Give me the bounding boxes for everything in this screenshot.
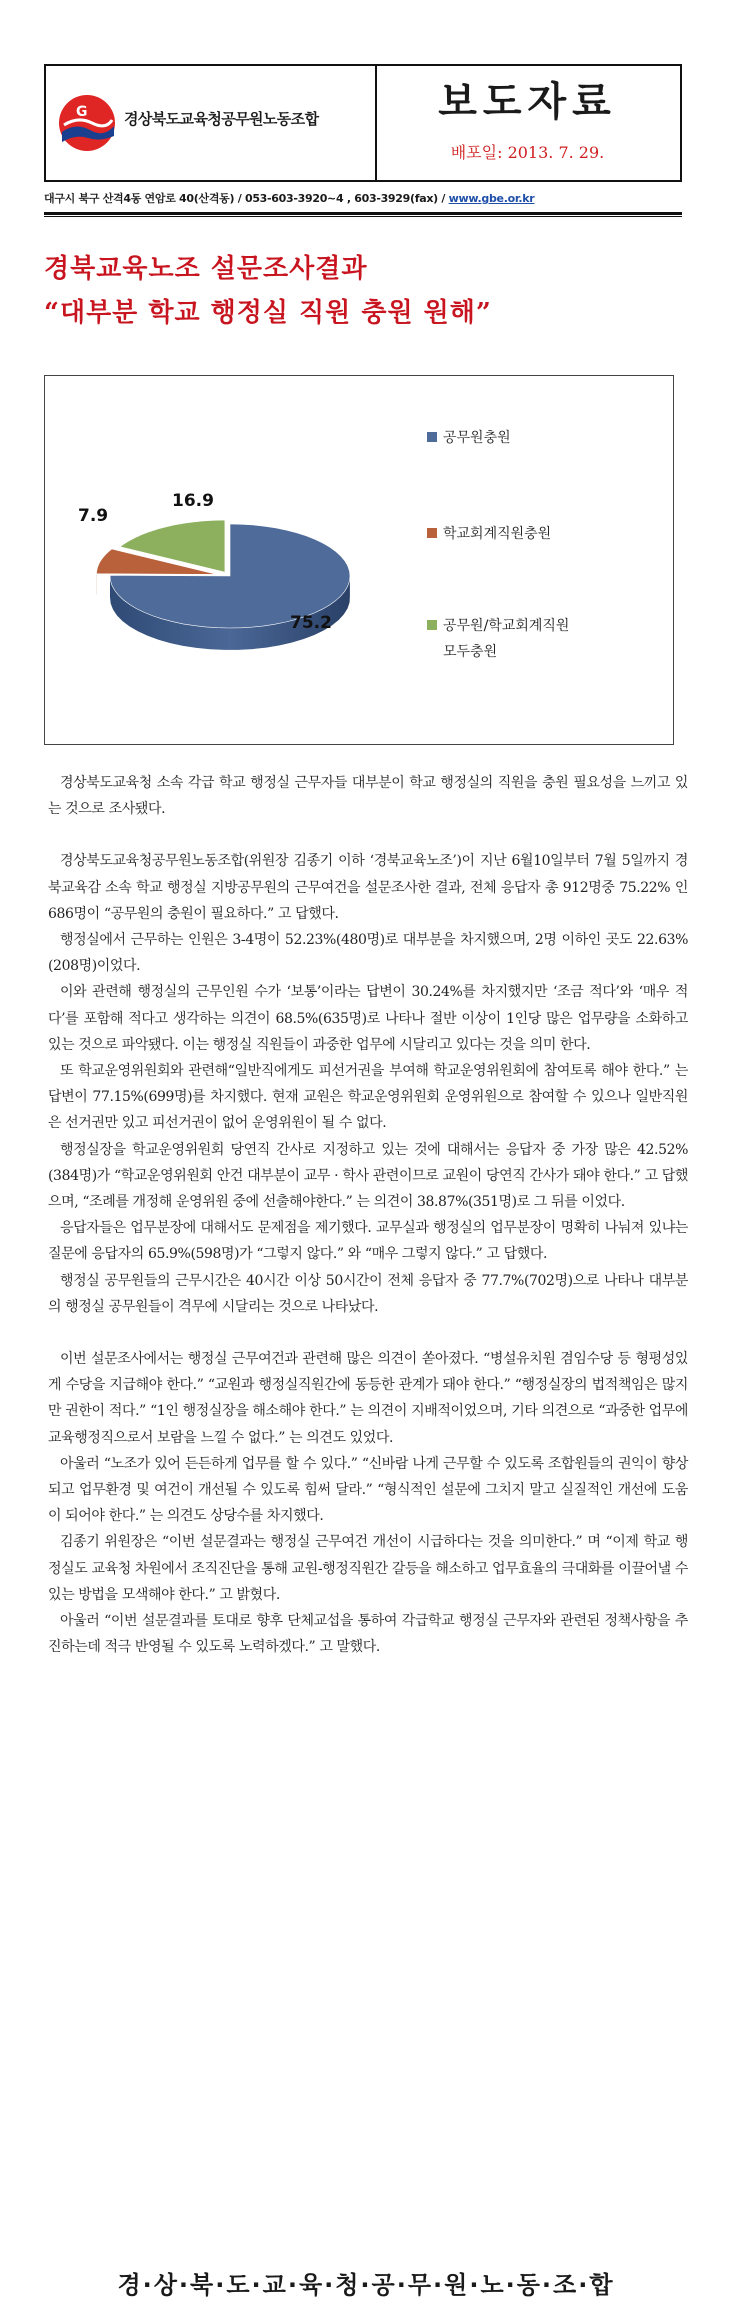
paragraph: 행정실에서 근무하는 인원은 3-4명이 52.23%(480명)로 대부분을 차지했으며, 2명 이하인 곳도 22.63%(208명)이었다. <box>48 932 688 975</box>
paragraph: 김종기 위원장은 “이번 설문결과는 행정실 근무여건 개선이 시급하다는 것을 의미한다.” 며 “이제 학교 행정실도 교육청 차원에서 조직진단을 통해 교원-행정직원간 갈등을 해소하고 업무효율의 극대화를 이끌어낼 수 있는 방법을 모색해야 한다.” 고 밝혔다. <box>48 1534 688 1603</box>
paragraph: 아울러 “노조가 있어 든든하게 업무를 할 수 있다.” “신바람 나게 근무할 수 있도록 조합원들의 권익이 향상되고 업무환경 및 여건이 개선될 수 있도록 힘써 달라.” “형식적인 설문에 그치지 말고 실질적인 개선에 도움이 되어야 한다.” 는 의견도 상당수를 차지했다. <box>48 1455 688 1525</box>
release-date: 배포일: 2013. 7. 29. <box>450 143 605 162</box>
legend-label-1: 공무원충원 <box>443 430 511 446</box>
legend-swatch-2 <box>427 528 437 538</box>
union-logo-icon <box>56 92 118 154</box>
press-release-title: 보도자료 <box>438 79 617 125</box>
paragraph: 또 학교운영위원회와 관련해“일반직에게도 피선거권을 부여해 학교운영위원회에 참여토록 해야 한다.” 는 답변이 77.15%(699명)를 차지했다. 현재 교원은 학교운영위원회 운영위원으로 참여할 수 있으나 일반직원은 선거권만 있고 피선거권이 없어 운영위원이 될 수 없다. <box>48 1063 688 1132</box>
paragraph: 아울러 “이번 설문결과를 토대로 향후 단체교섭을 통하여 각급학교 행정실 근무자와 관련된 정책사항을 추진하는데 적극 반영될 수 있도록 노력하겠다.” 고 말했다. <box>48 1613 688 1656</box>
legend-swatch-1 <box>427 432 437 442</box>
paragraph: 경상북도교육청공무원노동조합(위원장 김종기 이하 ‘경북교육노조’)이 지난 6월10일부터 7월 5일까지 경북교육감 소속 학교 행정실 지방공무원의 근무여건을 설문조사한 결과, 전체 응답자 총 912명중 75.22% 인 686명이 “공무원의 충원이 필요하다.” 고 답했다. <box>48 853 688 922</box>
pie-chart-svg <box>45 376 673 744</box>
website-link[interactable]: www.gbe.or.kr <box>448 192 535 205</box>
divider-thick <box>44 212 682 215</box>
press-header <box>44 64 682 182</box>
headline-line-2: “대부분 학교 행정실 직원 충원 원해” <box>44 298 492 328</box>
legend-label-2: 학교회계직원충원 <box>443 526 552 542</box>
divider-thin <box>44 216 682 217</box>
legend-label-3-cont: 모두충원 <box>443 644 498 660</box>
pie-data-label-3: 16.9 <box>172 491 214 511</box>
org-name: 경상북도교육청공무원노동조합 <box>124 110 319 128</box>
paragraph: 경상북도교육청 소속 각급 학교 행정실 근무자들 대부분이 학교 행정실의 직원을 충원 필요성을 느끼고 있는 것으로 조사됐다. <box>48 775 688 818</box>
svg-text:G: G <box>76 104 88 120</box>
paragraph: 행정실 공무원들의 근무시간은 40시간 이상 50시간이 전체 응답자 중 77.7%(702명)으로 나타나 대부분의 행정실 공무원들이 격무에 시달리는 것으로 나타났다. <box>48 1272 688 1315</box>
paragraph: 행정실장을 학교운영위원회 당연직 간사로 지정하고 있는 것에 대해서는 응답자 중 가장 많은 42.52%(384명)가 “학교운영위원회 안건 대부분이 교무 · 학사 관련이므로 교원이 당연직 간사가 돼야 한다.” 고 답했으며, “조례를 개정해 운영위원 중에 선출해야한다.” 는 의견이 38.87%(351명)로 그 뒤를 이었다. <box>48 1141 688 1211</box>
address-text: 대구시 북구 산격4동 연암로 40(산격동) / 053-603-3920∼4 , 603-3929(fax) / <box>44 192 449 205</box>
pie-data-label-2: 7.9 <box>78 506 109 526</box>
footer-org-name: 경·상·북·도·교·육·청·공·무·원·노·동·조·합 <box>117 2271 615 2299</box>
legend-label-3: 공무원/학교회계직원 <box>443 618 570 634</box>
paragraph: 이번 설문조사에서는 행정실 근무여건과 관련해 많은 의견이 쏟아졌다. “병설유치원 겸임수당 등 형평성있게 수당을 지급해야 한다.” “교원과 행정실직원간에 동등한 관계가 돼야 한다.” “행정실장의 법적책임은 많지만 권한이 적다.” “1인 행정실장을 해소해야 한다.” 는 의견이 지배적이었으며, 기타 의견으로 “과중한 업무에 교육행정직으로서 보람을 느낄 수 없다.” 는 의견도 있었다. <box>48 1351 688 1446</box>
article-body <box>48 770 688 1661</box>
contact-line <box>44 190 682 206</box>
pie-data-label-1: 75.2 <box>290 613 332 633</box>
org-block <box>46 66 377 180</box>
paragraph: 이와 관련해 행정실의 근무인원 수가 ‘보통’이라는 답변이 30.24%를 차지했지만 ‘조금 적다’와 ‘매우 적다’를 포함해 적다고 생각하는 의견이 68.5%(635명)로 나타나 절반 이상이 1인당 많은 업무량을 소화하고 있는 것으로 파악됐다. 이는 행정실 직원들이 과중한 업무에 시달리고 있다는 것을 의미 한다. <box>48 984 688 1053</box>
paragraph: 응답자들은 업무분장에 대해서도 문제점을 제기했다. 교무실과 행정실의 업무분장이 명확히 나눠져 있냐는 질문에 응답자의 65.9%(598명)가 “그렇지 않다.” 와 “매우 그렇지 않다.” 고 답했다. <box>48 1220 688 1263</box>
headline-line-1: 경북교육노조 설문조사결과 <box>44 254 368 284</box>
survey-pie-chart <box>44 375 674 745</box>
legend-swatch-3 <box>427 620 437 630</box>
